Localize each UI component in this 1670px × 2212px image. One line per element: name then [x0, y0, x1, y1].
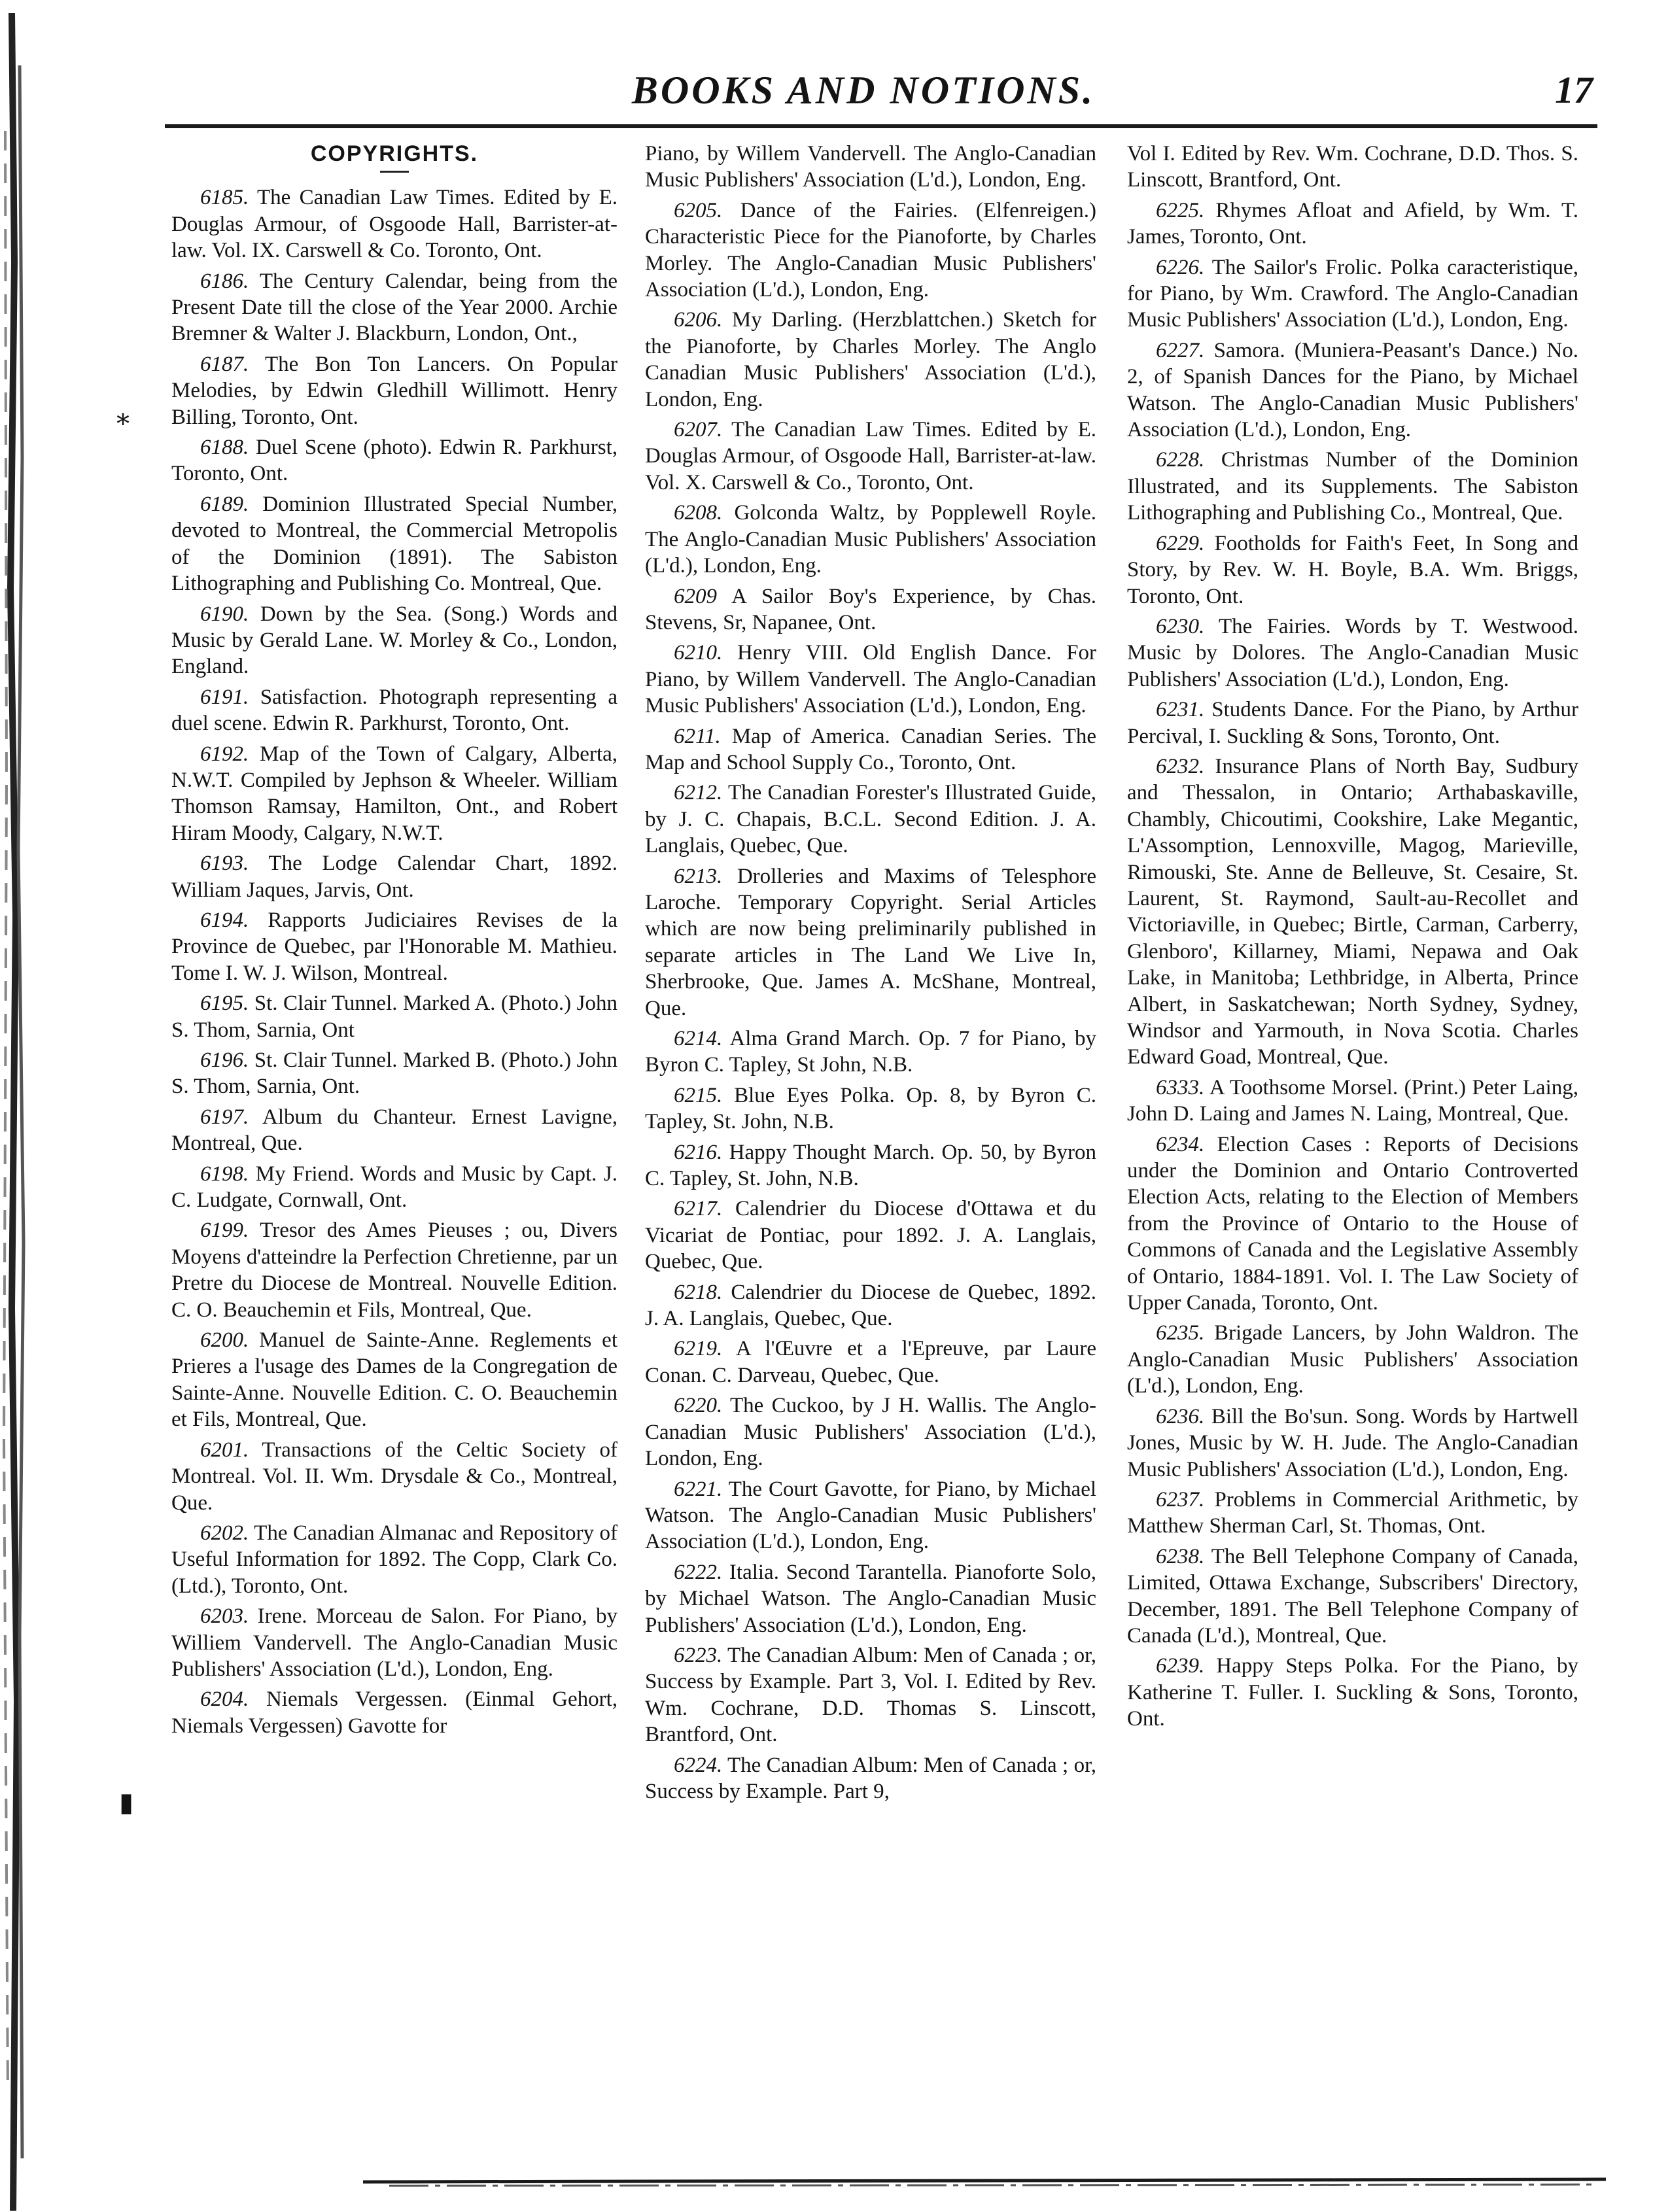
entry-number: 6199. — [200, 1218, 249, 1243]
copyright-entry — [645, 1392, 1096, 1472]
entry-text: The Court Gavotte, for Piano, by Michael Watson. The Anglo-Canadian Music Publishers' Association (L'd.), London, Eng. — [645, 1477, 1097, 1554]
header-rule — [165, 124, 1597, 128]
entry-text: Map of America. Canadian Series. The Map and School Supply Co., Toronto, Ont. — [645, 724, 1097, 774]
entry-number: 6193. — [200, 852, 249, 876]
entry-number: 6190. — [200, 602, 249, 626]
entry-text: A Toothsome Morsel. (Print.) Peter Laing, John D. Laing and James N. Laing, Montreal, Que. — [1127, 1075, 1578, 1126]
copyright-entry — [645, 1336, 1096, 1389]
copyright-entry — [1127, 613, 1578, 693]
copyright-entry — [645, 1196, 1096, 1275]
entry-number: 6203. — [200, 1604, 249, 1629]
entry-text: The Century Calendar, being from the Present Date till the close of the Year 2000. Archie Bremner & Walter J. Blackburn, London, Ont., — [171, 269, 618, 346]
copyright-entry — [645, 1642, 1096, 1748]
copyright-entry — [645, 141, 1096, 194]
copyright-entry — [645, 1082, 1096, 1135]
section-title: COPYRIGHTS. — [310, 141, 479, 166]
copyright-entry — [1127, 1404, 1578, 1483]
entry-number: 6231. — [1156, 698, 1205, 722]
copyright-entry — [171, 184, 618, 264]
entry-text: Brigade Lancers, by John Waldron. The Anglo-Canadian Music Publishers' Association (L'd.), London, Eng. — [1127, 1321, 1579, 1398]
copyright-entry — [1127, 337, 1578, 443]
entry-number: 6229. — [1156, 531, 1205, 555]
entry-text: Rhymes Afloat and Afield, by Wm. T. James, Toronto, Ont. — [1127, 198, 1578, 249]
column-1-entries — [171, 184, 618, 1739]
entry-text: My Friend. Words and Music by Capt. J. C. Ludgate, Cornwall, Ont. — [171, 1162, 618, 1213]
copyright-entry — [1127, 1320, 1578, 1399]
entry-number: 6213. — [674, 864, 723, 888]
entry-number: 6185. — [200, 186, 249, 210]
entry-text: Irene. Morceau de Salon. For Piano, by Williem Vandervell. The Anglo-Canadian Music Publishers' Association (L'd.), London, Eng. — [171, 1604, 618, 1681]
copyright-entry — [645, 1139, 1096, 1192]
entry-number: 6187. — [200, 352, 249, 376]
copyright-entry — [645, 863, 1096, 1022]
entry-text: St. Clair Tunnel. Marked B. (Photo.) John S. Thom, Sarnia, Ont. — [171, 1048, 618, 1099]
copyright-entry — [171, 741, 618, 847]
entry-text: Vol I. Edited by Rev. Wm. Cochrane, D.D. Thos. S. Linscott, Brantford, Ont. — [1127, 142, 1578, 192]
copyright-entry — [171, 1686, 618, 1739]
entry-text: Samora. (Muniera-Peasant's Dance.) No. 2, of Spanish Dances for the Piano, by Michael Watson. The Anglo-Canadian Music Publishers' Association (L'd.), London, Eng. — [1127, 338, 1579, 442]
entry-number: 6218. — [674, 1280, 723, 1304]
entry-text: St. Clair Tunnel. Marked A. (Photo.) John S. Thom, Sarnia, Ont — [171, 992, 618, 1042]
entry-number: 6239. — [1156, 1654, 1205, 1678]
copyright-entry — [1127, 141, 1578, 194]
entry-text: Dominion Illustrated Special Number, devoted to Montreal, the Commercial Metropolis of the Dominion (1891). The Sabiston Lithographing and Publishing Co. Montreal, Que. — [171, 492, 618, 596]
entry-number: 6223. — [674, 1643, 723, 1667]
copyright-entry — [171, 1603, 618, 1682]
copyright-entry — [171, 1161, 618, 1214]
copyright-entry — [645, 780, 1096, 859]
copyright-entry — [171, 907, 618, 986]
entry-number: 6220. — [674, 1394, 723, 1418]
entry-text: Calendrier du Diocese d'Ottawa et du Vicariat de Pontiac, pour 1892. J. A. Langlais, Quebec, Que. — [645, 1197, 1097, 1274]
entry-number: 6237. — [1156, 1487, 1205, 1512]
entry-number: 6214. — [674, 1027, 723, 1050]
entry-text: Manuel de Sainte-Anne. Reglements et Prieres a l'usage des Dames de la Congregation de Sainte-Anne. Nouvelle Edition. C. O. Beauchemin et Fils, Montreal, Que. — [171, 1328, 618, 1432]
entry-number: 6333. — [1156, 1075, 1205, 1099]
copyright-entry — [1127, 753, 1578, 1071]
entry-text: Problems in Commercial Arithmetic, by Matthew Sherman Carl, St. Thomas, Ont. — [1127, 1487, 1579, 1538]
entry-number: 6235. — [1156, 1321, 1205, 1345]
entry-number: 6194. — [200, 908, 249, 932]
entry-number: 6222. — [674, 1560, 723, 1584]
entry-text: Rapports Judiciaires Revises de la Province de Quebec, par l'Honorable M. Mathieu. Tome I. W. J. Wilson, Montreal. — [171, 908, 618, 985]
column-3 — [1127, 141, 1578, 1737]
entry-text: The Fairies. Words by T. Westwood. Music by Dolores. The Anglo-Canadian Music Publishers' Association (L'd.), London, Eng. — [1127, 614, 1579, 691]
section-title-dash — [380, 171, 409, 173]
entry-text: Piano, by Willem Vandervell. The Anglo-Canadian Music Publishers' Association (L'd.), London, Eng. — [645, 142, 1096, 192]
entry-number: 6226. — [1156, 255, 1205, 279]
page-number: 17 — [1555, 69, 1593, 111]
copyright-entry — [1127, 447, 1578, 526]
entry-text: Henry VIII. Old English Dance. For Piano, by Willem Vandervell. The Anglo-Canadian Music Publishers' Association (L'd.), London, Eng. — [645, 641, 1096, 718]
entry-number: 6236. — [1156, 1404, 1205, 1428]
entry-number: 6205. — [674, 198, 723, 222]
copyright-entry — [1127, 1132, 1578, 1317]
margin-mark-upper: ⁎ — [116, 401, 130, 430]
column-2-entries — [645, 141, 1096, 1805]
copyright-entry — [1127, 697, 1578, 750]
entry-number: 6188. — [200, 436, 249, 460]
entry-text: The Canadian Almanac and Repository of Useful Information for 1892. The Copp, Clark Co. (Ltd.), Toronto, Ont. — [171, 1521, 618, 1598]
entry-text: Happy Steps Polka. For the Piano, by Katherine T. Fuller. I. Suckling & Sons, Toronto, Ont. — [1127, 1654, 1579, 1731]
entry-text: Duel Scene (photo). Edwin R. Parkhurst, Toronto, Ont. — [171, 436, 618, 486]
entry-number: 6230. — [1156, 614, 1205, 638]
copyright-entry — [171, 434, 618, 487]
copyright-entry — [171, 1520, 618, 1599]
entry-text: Transactions of the Celtic Society of Montreal. Vol. II. Wm. Drysdale & Co., Montreal, Que. — [171, 1438, 618, 1515]
entry-text: The Canadian Law Times. Edited by E. Douglas Armour, of Osgoode Hall, Barrister-at-law. Vol. IX. Carswell & Co. Toronto, Ont. — [171, 186, 618, 263]
entry-number: 6216. — [674, 1140, 723, 1164]
entry-text: Alma Grand March. Op. 7 for Piano, by Byron C. Tapley, St John, N.B. — [645, 1027, 1096, 1077]
entry-number: 6224. — [674, 1753, 723, 1777]
copyright-entry — [171, 1437, 618, 1516]
copyright-entry — [1127, 1075, 1578, 1128]
entry-text: Satisfaction. Photograph representing a duel scene. Edwin R. Parkhurst, Toronto, Ont. — [171, 685, 618, 736]
entry-text: Map of the Town of Calgary, Alberta, N.W.T. Compiled by Jephson & Wheeler. William Thomson Ramsay, Hamilton, Ont., and Robert Hiram Moody, Calgary, N.W.T. — [171, 742, 618, 845]
entry-number: 6227. — [1156, 338, 1205, 362]
entry-text: Drolleries and Maxims of Telesphore Laroche. Temporary Copyright. Serial Articles which are now being preliminarily published in separate articles in The Land We Live In, Sherbrooke, Que. James A. McShane, Montreal, Que. — [645, 864, 1096, 1020]
copyright-entry — [645, 1752, 1096, 1805]
copyright-entry — [645, 640, 1096, 719]
entry-text: Italia. Second Tarantella. Pianoforte Solo, by Michael Watson. The Anglo-Canadian Music Publishers' Association (L'd.), London, Eng. — [645, 1560, 1097, 1637]
entry-text: The Canadian Album: Men of Canada ; or, Success by Example. Part 3, Vol. I. Edited by Rev. Wm. Cochrane, D.D. Thomas S. Linscott, Brantford, Ont. — [645, 1643, 1096, 1747]
entry-number: 6238. — [1156, 1544, 1205, 1568]
column-2 — [645, 141, 1096, 1808]
entry-text: The Canadian Forester's Illustrated Guide, by J. C. Chapais, B.C.L. Second Edition. J. A. Langlais, Quebec, Que. — [645, 781, 1096, 858]
entry-text: Footholds for Faith's Feet, In Song and Story, by Rev. W. H. Boyle, B.A. Wm. Briggs, Toronto, Ont. — [1127, 531, 1579, 608]
copyright-entry — [171, 1047, 618, 1100]
entry-number: 6209 — [674, 584, 717, 608]
copyright-entry — [1127, 1653, 1578, 1732]
copyright-entry — [645, 1026, 1096, 1079]
entry-number: 6200. — [200, 1328, 249, 1353]
entry-number: 6228. — [1156, 448, 1205, 472]
copyright-entry — [171, 491, 618, 597]
copyright-entry — [645, 500, 1096, 579]
entry-text: My Darling. (Herzblattchen.) Sketch for the Pianoforte, by Charles Morley. The Anglo Canadian Music Publishers' Association (L'd.), London, Eng. — [645, 308, 1096, 411]
copyright-entry — [645, 583, 1096, 636]
entry-number: 6195. — [200, 992, 249, 1016]
copyright-entry — [645, 723, 1096, 776]
entry-number: 6221. — [674, 1477, 723, 1501]
copyright-entry — [171, 990, 618, 1043]
entry-number: 6225. — [1156, 198, 1205, 222]
copyright-entry — [645, 198, 1096, 303]
scan-edge-shadow — [0, 0, 46, 2212]
entry-text: The Canadian Album: Men of Canada ; or, Success by Example. Part 9, — [645, 1753, 1096, 1803]
copyright-entry — [171, 1217, 618, 1323]
entry-number: 6202. — [200, 1521, 249, 1545]
entry-text: Insurance Plans of North Bay, Sudbury and Thessalon, in Ontario; Arthabaskaville, Chambly, Chicoutimi, Cookshire, Lake Megantic, L'Assomption, Lennoxville, Magog, Marieville, Rimouski, Ste. Anne de Belleuve, St. Cesaire, St. Laurent, St. Raymond, Sault-au-Recollet and Victoriaville, in Quebec; Birtle, Carman, Carberry, Glenboro', Killarney, Miami, Nepawa and Oak Lake, in Manitoba; Lethbridge, in Alberta, Prince Albert, in Saskatchewan; North Sydney, Sydney, Windsor and Yarmouth, in Nova Scotia. Charles Edward Goad, Montreal, Que. — [1127, 754, 1579, 1069]
margin-mark-lower: ▮ — [119, 1788, 134, 1817]
entry-number: 6191. — [200, 685, 249, 709]
copyright-entry — [1127, 198, 1578, 251]
entry-text: Niemals Vergessen. (Einmal Gehort, Niemals Vergessen) Gavotte for — [171, 1687, 618, 1738]
entry-number: 6210. — [674, 641, 723, 665]
entry-number: 6189. — [200, 492, 249, 516]
entry-number: 6212. — [674, 781, 723, 805]
column-1 — [171, 141, 618, 1743]
entry-text: Election Cases : Reports of Decisions under the Dominion and Ontario Controverted Election Acts, relating to the Election of Members from the Province of Ontario to the House of Commons of Canada and the Legislative Assembly of Ontario, 1884-1891. Vol. I. The Law Society of Upper Canada, Toronto, Ont. — [1127, 1132, 1578, 1315]
entry-number: 6201. — [200, 1438, 249, 1462]
entry-number: 6232. — [1156, 754, 1205, 778]
entry-text: Tresor des Ames Pieuses ; ou, Divers Moyens d'atteindre la Perfection Chretienne, par un Pretre du Diocese de Montreal. Nouvelle Edition. C. O. Beauchemin et Fils, Montreal, Que. — [171, 1218, 618, 1322]
entry-text: The Sailor's Frolic. Polka caracteristique, for Piano, by Wm. Crawford. The Anglo-Canadian Music Publishers' Association (L'd.), London, Eng. — [1127, 255, 1578, 332]
copyright-entry — [171, 1104, 618, 1157]
bottom-rule — [363, 2170, 1606, 2190]
copyright-entry — [645, 1279, 1096, 1332]
entry-text: A Sailor Boy's Experience, by Chas. Stevens, Sr, Napanee, Ont. — [645, 584, 1096, 634]
entry-number: 6215. — [674, 1083, 723, 1107]
copyright-entry — [171, 1327, 618, 1433]
entry-number: 6204. — [200, 1687, 249, 1712]
copyright-entry — [645, 307, 1096, 413]
entry-number: 6217. — [674, 1197, 723, 1221]
entry-number: 6219. — [674, 1337, 723, 1361]
copyright-entry — [645, 417, 1096, 496]
copyright-entry — [1127, 1544, 1578, 1650]
entry-text: Album du Chanteur. Ernest Lavigne, Montreal, Que. — [171, 1105, 618, 1156]
copyright-entry — [1127, 1487, 1578, 1540]
entry-text: Golconda Waltz, by Popplewell Royle. The Anglo-Canadian Music Publishers' Association (L'd.), London, Eng. — [645, 501, 1096, 578]
entry-number: 6196. — [200, 1048, 249, 1072]
copyright-entry — [171, 684, 618, 737]
entry-number: 6206. — [674, 308, 723, 332]
entry-number: 6208. — [674, 501, 723, 525]
entry-text: Students Dance. For the Piano, by Arthur Percival, I. Suckling & Sons, Toronto, Ont. — [1127, 698, 1579, 748]
entry-number: 6197. — [200, 1105, 249, 1129]
entry-number: 6234. — [1156, 1132, 1205, 1156]
copyright-entry — [645, 1476, 1096, 1555]
entry-text: Calendrier du Diocese de Quebec, 1892. J. A. Langlais, Quebec, Que. — [645, 1280, 1096, 1331]
entry-text: Bill the Bo'sun. Song. Words by Hartwell Jones, Music by W. H. Jude. The Anglo-Canadian Music Publishers' Association (L'd.), London, Eng. — [1127, 1404, 1579, 1481]
entry-text: Christmas Number of the Dominion Illustrated, and its Supplements. The Sabiston Lithographing and Publishing Co., Montreal, Que. — [1127, 448, 1578, 525]
entry-number: 6192. — [200, 742, 249, 766]
copyright-entry — [1127, 254, 1578, 334]
entry-text: The Canadian Law Times. Edited by E. Douglas Armour, of Osgoode Hall, Barrister-at-law. Vol. X. Carswell & Co., Toronto, Ont. — [645, 418, 1096, 494]
entry-number: 6211. — [674, 724, 721, 748]
copyright-entry — [171, 268, 618, 347]
copyright-entry — [1127, 530, 1578, 610]
entry-number: 6198. — [200, 1162, 249, 1186]
running-header-title: BOOKS AND NOTIONS. — [631, 69, 1096, 112]
entry-number: 6207. — [674, 418, 723, 442]
entry-number: 6186. — [200, 269, 249, 293]
copyright-entry — [171, 351, 618, 430]
copyright-entry — [645, 1559, 1096, 1638]
entry-text: Happy Thought March. Op. 50, by Byron C. Tapley, St. John, N.B. — [645, 1140, 1096, 1191]
entry-text: The Lodge Calendar Chart, 1892. William Jaques, Jarvis, Ont. — [171, 852, 618, 902]
entry-text: Dance of the Fairies. (Elfenreigen.) Characteristic Piece for the Pianoforte, by Charles Morley. The Anglo-Canadian Music Publishers' Association (L'd.), London, Eng. — [645, 198, 1096, 302]
entry-text: Blue Eyes Polka. Op. 8, by Byron C. Tapley, St. John, N.B. — [645, 1083, 1097, 1134]
entry-text: The Bell Telephone Company of Canada, Limited, Ottawa Exchange, Subscribers' Directory, December, 1891. The Bell Telephone Company of Canada (L'd.), Montreal, Que. — [1127, 1544, 1578, 1648]
entry-text: Down by the Sea. (Song.) Words and Music by Gerald Lane. W. Morley & Co., London, England. — [171, 602, 618, 679]
entry-text: A l'Œuvre et a l'Epreuve, par Laure Conan. C. Darveau, Quebec, Que. — [645, 1337, 1096, 1387]
entry-text: The Bon Ton Lancers. On Popular Melodies, by Edwin Gledhill Willimott. Henry Billing, Toronto, Ont. — [171, 352, 618, 429]
copyright-entry — [171, 601, 618, 680]
copyright-entry — [171, 850, 618, 903]
entry-text: The Cuckoo, by J H. Wallis. The Anglo-Canadian Music Publishers' Association (L'd.), London, Eng. — [645, 1394, 1097, 1471]
column-3-entries — [1127, 141, 1578, 1733]
